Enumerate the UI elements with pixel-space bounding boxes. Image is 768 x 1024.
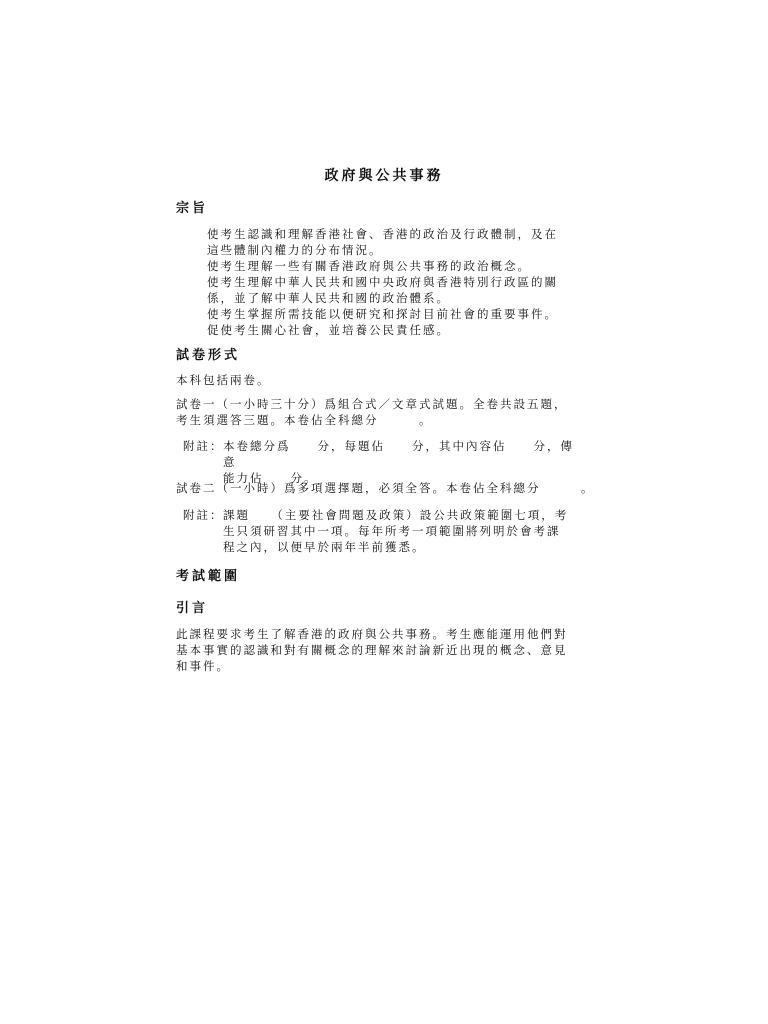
paper1-note [183,438,583,486]
aims-item-5: 促使考生關心社會，並培養公民責任感。 [207,323,450,337]
format-intro: 本科包括兩卷。 [176,373,271,387]
aims-list [207,226,587,338]
intro-heading: 引言 [176,601,209,616]
aims-item-2: 使考生理解一些有關香港政府與公共事務的政治概念。 [207,259,531,273]
paper2-note [183,507,583,555]
intro-text: 此課程要求考生了解香港的政府與公共事務。考生應能運用他們對 基本事實的認識和對有關概念的理解來討論新近出現的概念、意見 和事件。 [176,627,568,673]
paper1-note-text: 本卷總分爲 分，每題佔 分，其中內容佔 分，傳意 能力佔 分。 [223,439,574,485]
aims-item-4: 使考生掌握所需技能以便研究和探討目前社會的重要事件。 [207,307,558,321]
aims-item-1: 使考生認識和理解香港社會、香港的政治及行政體制，及在 這些體制內權力的分布情況。 [207,227,558,257]
paper2-note-text: 課題 （主要社會問題及政策）設公共政策範圍七項，考 生只須研習其中一項。每年所考一項範圍將列明於會考課 程之內，以便早於兩年半前獲悉。 [223,508,569,554]
scope-heading: 考試範圍 [176,569,241,584]
aims-item-3: 使考生理解中華人民共和國中央政府與香港特別行政區的關 係，並了解中華人民共和國的政治體系。 [207,275,558,305]
format-heading: 試卷形式 [176,348,241,363]
paper1-description: 試卷一（一小時三十分）爲組合式／文章式試題。全卷共設五題， 考生須選答三題。本卷佔全科總分 。 [176,397,568,427]
paper2-description: 試卷二（一小時）爲多項選擇題，必須全答。本卷佔全科總分 。 [176,481,595,495]
paper2-note-label: 附註： [183,508,224,522]
paper1-note-label: 附註： [183,439,224,453]
aims-heading: 宗旨 [176,201,209,216]
document-title: 政府與公共事務 [324,168,444,184]
